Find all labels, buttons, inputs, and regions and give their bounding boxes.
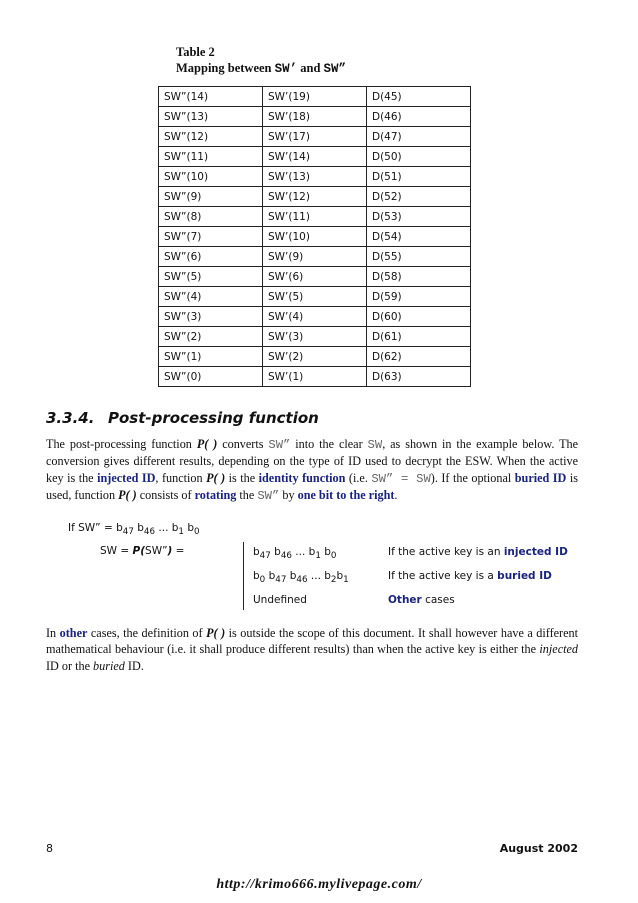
- table-row: [159, 367, 471, 387]
- section-heading: [46, 409, 319, 427]
- table-cell: D(54): [367, 227, 471, 247]
- table-cell: D(63): [367, 367, 471, 387]
- table-cell: SW”(11): [159, 147, 263, 167]
- page-number: 8: [46, 842, 53, 855]
- table-cell: D(46): [367, 107, 471, 127]
- definition-brace-line: [243, 542, 244, 610]
- table-cell: D(55): [367, 247, 471, 267]
- table-row: [159, 187, 471, 207]
- table-number: Table 2: [176, 45, 215, 59]
- table-cell: SW”(12): [159, 127, 263, 147]
- table-cell: D(52): [367, 187, 471, 207]
- table-cell: SW”(13): [159, 107, 263, 127]
- table-row: [159, 287, 471, 307]
- table-cell: SW’(5): [263, 287, 367, 307]
- table-cell: SW”(1): [159, 347, 263, 367]
- table-cell: D(47): [367, 127, 471, 147]
- section-title: Post-processing function: [108, 409, 319, 427]
- definition-case-1-condition: If the active key is an injected ID: [388, 546, 568, 558]
- table-cell: SW’(19): [263, 87, 367, 107]
- table-cell: SW’(14): [263, 147, 367, 167]
- table-cell: D(50): [367, 147, 471, 167]
- definition-case-3-value: Undefined: [253, 594, 307, 606]
- table-cell: SW’(2): [263, 347, 367, 367]
- definition-if-line: If SW” = $b_{47}$ $b_{46}$ ... $b_1$ $b_0$: [68, 522, 200, 538]
- table-row: [159, 227, 471, 247]
- table-cell: D(59): [367, 287, 471, 307]
- table-row: [159, 327, 471, 347]
- table-cell: SW”(0): [159, 367, 263, 387]
- table-cell: SW’(11): [263, 207, 367, 227]
- table-cell: D(62): [367, 347, 471, 367]
- table-caption: [176, 44, 346, 77]
- table-cell: SW”(7): [159, 227, 263, 247]
- table-cell: SW”(4): [159, 287, 263, 307]
- table-cell: D(61): [367, 327, 471, 347]
- definition-lhs: SW = P(SW”) =: [100, 545, 185, 557]
- table-cell: SW”(5): [159, 267, 263, 287]
- table-row: [159, 207, 471, 227]
- table-cell: SW’(12): [263, 187, 367, 207]
- table-cell: SW’(3): [263, 327, 367, 347]
- table-row: [159, 307, 471, 327]
- definition-case-1-value: $b_{47}$ $b_{46}$ ... $b_1$ $b_0$: [253, 546, 337, 562]
- table-cell: SW’(4): [263, 307, 367, 327]
- table-cell: SW”(9): [159, 187, 263, 207]
- table-cell: SW”(2): [159, 327, 263, 347]
- watermark-url[interactable]: http://krimo666.mylivepage.com/: [216, 877, 422, 892]
- table-row: [159, 347, 471, 367]
- table-cell: SW’(17): [263, 127, 367, 147]
- table-row: [159, 167, 471, 187]
- table-cell: SW’(13): [263, 167, 367, 187]
- table-cell: SW”(6): [159, 247, 263, 267]
- table-cell: SW’(1): [263, 367, 367, 387]
- table-cell: SW”(8): [159, 207, 263, 227]
- definition-case-2-condition: If the active key is a buried ID: [388, 570, 552, 582]
- table-cell: SW”(3): [159, 307, 263, 327]
- paragraph-other-cases: In other cases, the definition of P( ) is outside the scope of this document. It shall however have a different mathematical behaviour (i.e. it shall produce different results) than when the active key is either the injected ID or the buried ID.: [46, 626, 578, 673]
- table-row: [159, 127, 471, 147]
- paragraph-intro: The post-processing function P( ) converts SW” into the clear SW, as shown in the example below. The conversion gives different results, depending on the type of ID used to decrypt the ESW. When the active key is the injected ID, function P( ) is the identity function (i.e. SW” = SW). If the optional buried ID is used, function P( ) consists of rotating the SW” by one bit to the right.: [46, 437, 579, 503]
- table-row: [159, 267, 471, 287]
- footer-date: August 2002: [499, 842, 578, 855]
- table-cell: SW”(10): [159, 167, 263, 187]
- table-cell: SW’(10): [263, 227, 367, 247]
- mapping-table: [158, 86, 471, 387]
- definition-case-3-condition: Other cases: [388, 594, 455, 606]
- table-cell: SW’(6): [263, 267, 367, 287]
- definition-case-2-value: $b_0$ $b_{47}$ $b_{46}$ ... $b_2b_1$: [253, 570, 349, 586]
- table-row: [159, 147, 471, 167]
- section-number: 3.3.4.: [46, 409, 95, 427]
- table-cell: D(58): [367, 267, 471, 287]
- table-cell: SW’(9): [263, 247, 367, 267]
- table-cell: D(53): [367, 207, 471, 227]
- table-row: [159, 87, 471, 107]
- table-cell: D(51): [367, 167, 471, 187]
- table-cell: D(45): [367, 87, 471, 107]
- table-cell: D(60): [367, 307, 471, 327]
- table-cell: SW”(14): [159, 87, 263, 107]
- table-cell: SW’(18): [263, 107, 367, 127]
- table-title: Mapping between SW’ and SW”: [176, 61, 347, 76]
- table-row: [159, 107, 471, 127]
- table-row: [159, 247, 471, 267]
